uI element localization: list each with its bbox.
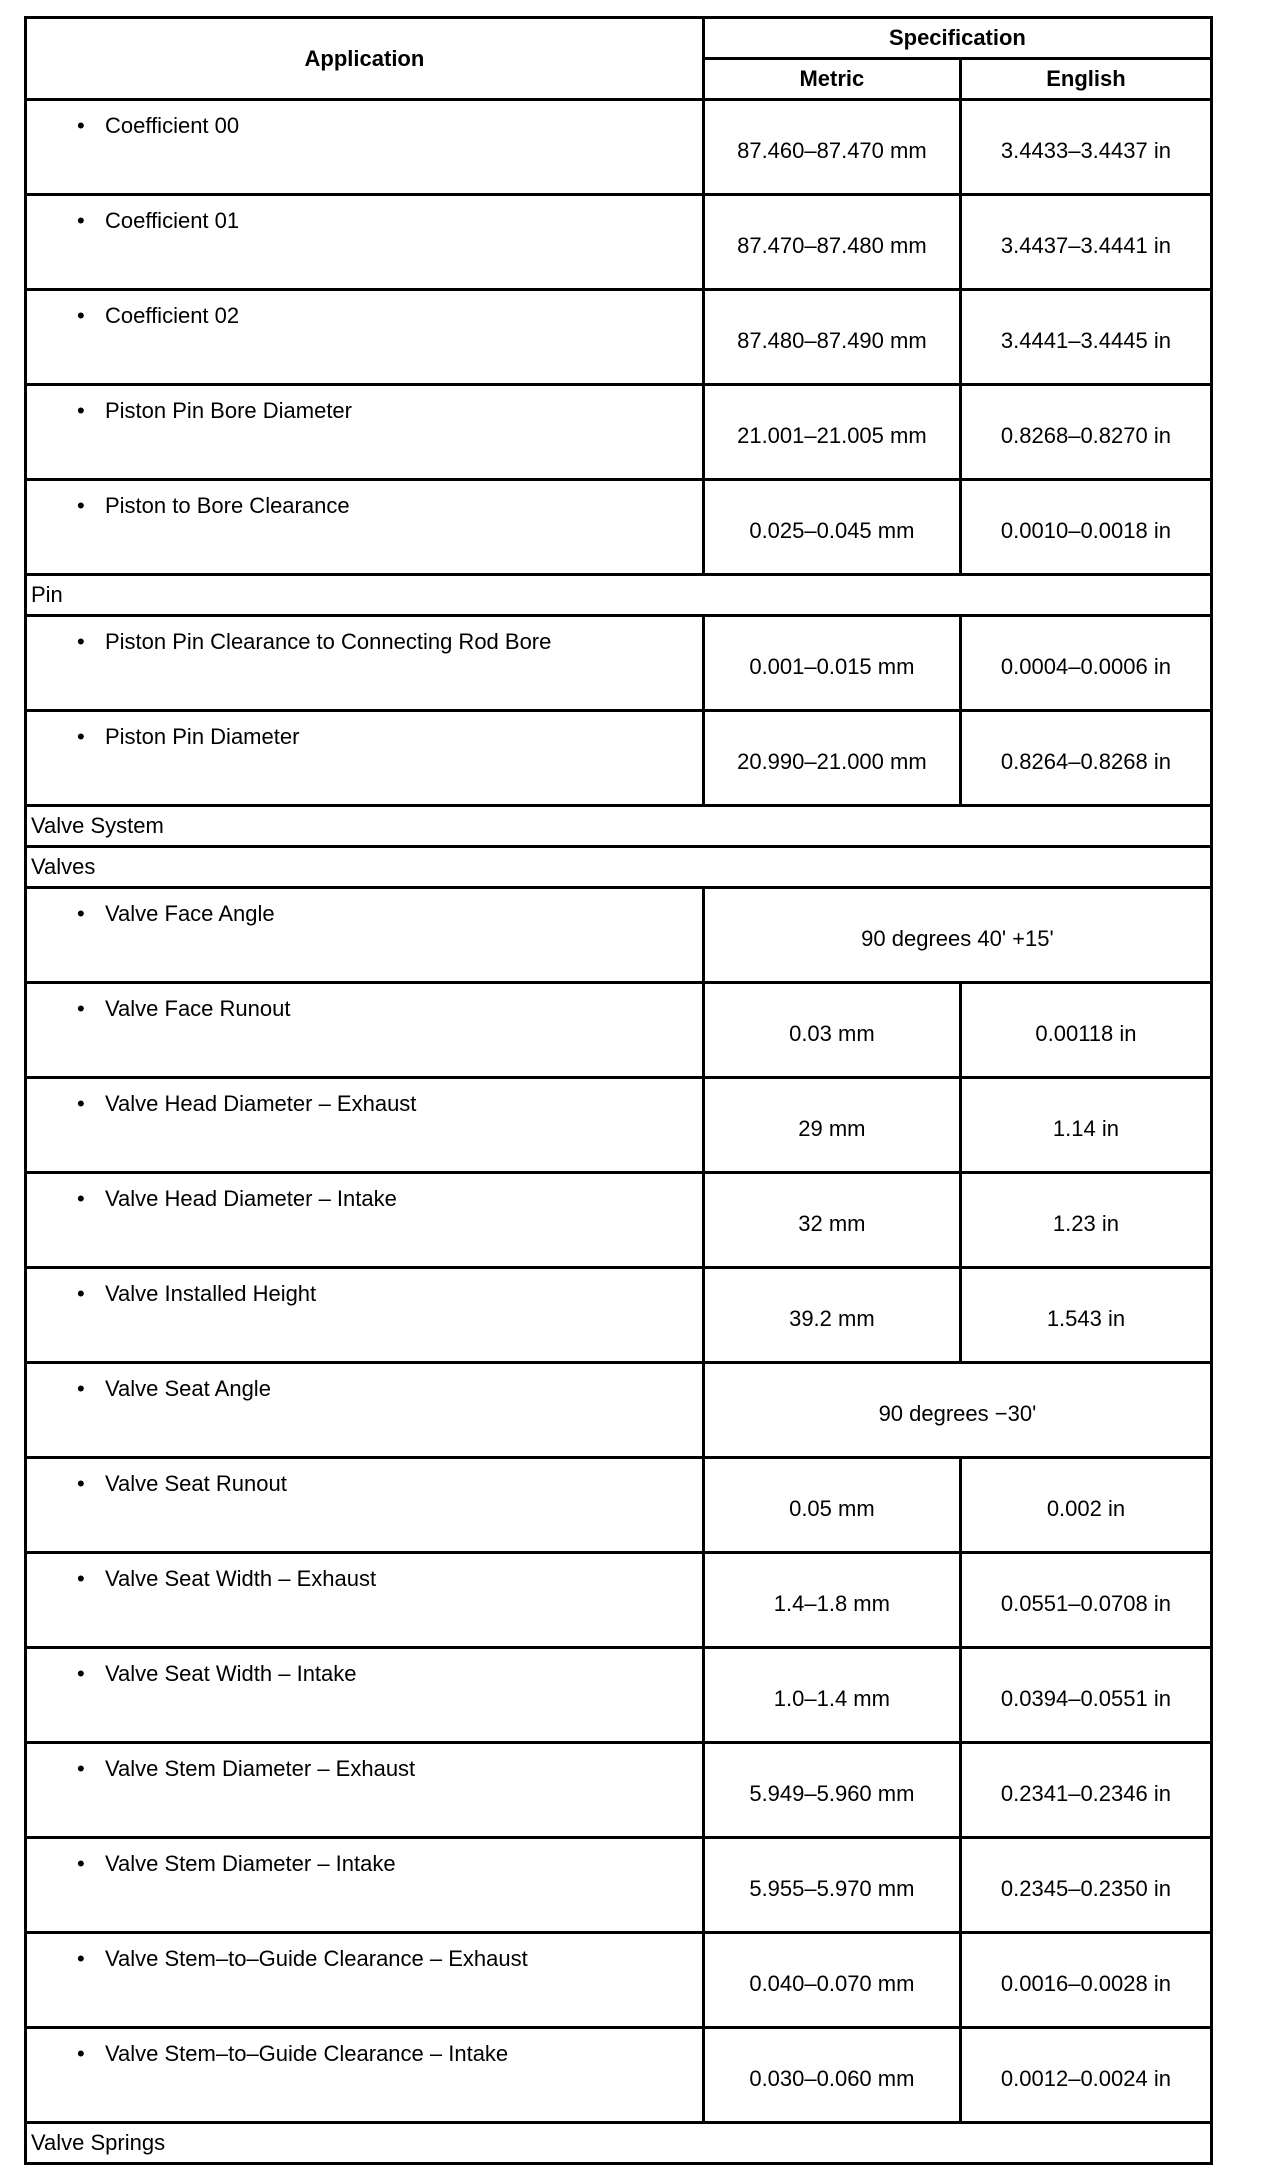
metric-value: 0.030–0.060 mm [703, 2028, 960, 2123]
application-label: Piston Pin Bore Diameter [105, 398, 352, 423]
metric-value: 32 mm [703, 1173, 960, 1268]
application-cell [26, 1648, 704, 1743]
bullet-icon: • [77, 724, 85, 749]
application-cell [26, 983, 704, 1078]
english-value: 0.002 in [960, 1458, 1211, 1553]
english-value: 1.23 in [960, 1173, 1211, 1268]
application-cell [26, 1363, 704, 1458]
bullet-icon: • [77, 1851, 85, 1876]
application-label: Coefficient 00 [105, 113, 240, 138]
table-row [26, 100, 1212, 195]
english-value: 0.8268–0.8270 in [960, 385, 1211, 480]
application-label: Valve Seat Angle [105, 1376, 271, 1401]
section-label: Valve Springs [26, 2123, 1212, 2164]
header-specification: Specification [703, 18, 1211, 59]
english-value: 1.543 in [960, 1268, 1211, 1363]
application-label: Coefficient 01 [105, 208, 240, 233]
metric-value: 39.2 mm [703, 1268, 960, 1363]
application-label: Valve Head Diameter – Exhaust [105, 1091, 417, 1116]
application-cell [26, 616, 704, 711]
specification-value: 90 degrees −30' [703, 1363, 1211, 1458]
specification-value: 90 degrees 40' +15' [703, 888, 1211, 983]
table-row [26, 1268, 1212, 1363]
english-value: 0.2345–0.2350 in [960, 1838, 1211, 1933]
english-value: 3.4433–3.4437 in [960, 100, 1211, 195]
application-label: Piston to Bore Clearance [105, 493, 350, 518]
metric-value: 87.460–87.470 mm [703, 100, 960, 195]
english-value: 0.0004–0.0006 in [960, 616, 1211, 711]
application-label: Valve Seat Width – Exhaust [105, 1566, 377, 1591]
metric-value: 20.990–21.000 mm [703, 711, 960, 806]
section-row [26, 575, 1212, 616]
english-value: 1.14 in [960, 1078, 1211, 1173]
bullet-icon: • [77, 629, 85, 654]
bullet-icon: • [77, 303, 85, 328]
metric-value: 0.040–0.070 mm [703, 1933, 960, 2028]
metric-value: 21.001–21.005 mm [703, 385, 960, 480]
table-row [26, 1363, 1212, 1458]
application-label: Valve Seat Width – Intake [105, 1661, 357, 1686]
table-row [26, 290, 1212, 385]
bullet-icon: • [77, 493, 85, 518]
header-metric: Metric [703, 59, 960, 100]
application-label: Valve Stem–to–Guide Clearance – Exhaust [105, 1946, 528, 1971]
table-row [26, 1648, 1212, 1743]
bullet-icon: • [77, 208, 85, 233]
application-cell [26, 290, 704, 385]
header-english: English [960, 59, 1211, 100]
application-label: Piston Pin Diameter [105, 724, 300, 749]
application-cell [26, 1838, 704, 1933]
section-row [26, 847, 1212, 888]
bullet-icon: • [77, 398, 85, 423]
table-body [26, 100, 1212, 2164]
bullet-icon: • [77, 1756, 85, 1781]
table-row [26, 1553, 1212, 1648]
metric-value: 5.949–5.960 mm [703, 1743, 960, 1838]
section-label: Pin [26, 575, 1212, 616]
bullet-icon: • [77, 1471, 85, 1496]
bullet-icon: • [77, 1091, 85, 1116]
application-label: Valve Stem Diameter – Exhaust [105, 1756, 416, 1781]
table-row [26, 385, 1212, 480]
table-row [26, 888, 1212, 983]
metric-value: 1.4–1.8 mm [703, 1553, 960, 1648]
metric-value: 87.470–87.480 mm [703, 195, 960, 290]
metric-value: 0.001–0.015 mm [703, 616, 960, 711]
table-row [26, 616, 1212, 711]
bullet-icon: • [77, 1946, 85, 1971]
application-cell [26, 1458, 704, 1553]
english-value: 0.0394–0.0551 in [960, 1648, 1211, 1743]
application-cell [26, 100, 704, 195]
application-cell [26, 888, 704, 983]
bullet-icon: • [77, 1281, 85, 1306]
table-row [26, 1838, 1212, 1933]
bullet-icon: • [77, 1186, 85, 1211]
application-cell [26, 480, 704, 575]
application-cell [26, 1553, 704, 1648]
application-cell [26, 2028, 704, 2123]
application-cell [26, 1078, 704, 1173]
bullet-icon: • [77, 113, 85, 138]
english-value: 0.0010–0.0018 in [960, 480, 1211, 575]
table-row [26, 1078, 1212, 1173]
application-label: Coefficient 02 [105, 303, 240, 328]
header-application: Application [26, 18, 704, 100]
application-label: Valve Installed Height [105, 1281, 317, 1306]
application-cell [26, 1268, 704, 1363]
bullet-icon: • [77, 996, 85, 1021]
metric-value: 0.025–0.045 mm [703, 480, 960, 575]
section-label: Valves [26, 847, 1212, 888]
english-value: 0.2341–0.2346 in [960, 1743, 1211, 1838]
english-value: 0.00118 in [960, 983, 1211, 1078]
section-row [26, 806, 1212, 847]
metric-value: 87.480–87.490 mm [703, 290, 960, 385]
specification-table [24, 16, 1213, 2165]
application-cell [26, 1173, 704, 1268]
application-cell [26, 385, 704, 480]
bullet-icon: • [77, 901, 85, 926]
table-row [26, 1173, 1212, 1268]
english-value: 0.0551–0.0708 in [960, 1553, 1211, 1648]
table-row [26, 1458, 1212, 1553]
metric-value: 29 mm [703, 1078, 960, 1173]
bullet-icon: • [77, 1566, 85, 1591]
section-label: Valve System [26, 806, 1212, 847]
application-cell [26, 195, 704, 290]
metric-value: 0.03 mm [703, 983, 960, 1078]
table-row [26, 983, 1212, 1078]
application-label: Valve Head Diameter – Intake [105, 1186, 397, 1211]
table-row [26, 2028, 1212, 2123]
metric-value: 1.0–1.4 mm [703, 1648, 960, 1743]
english-value: 0.0012–0.0024 in [960, 2028, 1211, 2123]
application-cell [26, 1933, 704, 2028]
application-label: Valve Face Angle [105, 901, 275, 926]
english-value: 3.4441–3.4445 in [960, 290, 1211, 385]
metric-value: 5.955–5.970 mm [703, 1838, 960, 1933]
english-value: 3.4437–3.4441 in [960, 195, 1211, 290]
table-row [26, 195, 1212, 290]
table-row [26, 480, 1212, 575]
bullet-icon: • [77, 1661, 85, 1686]
table-row [26, 711, 1212, 806]
application-label: Valve Seat Runout [105, 1471, 287, 1496]
application-label: Piston Pin Clearance to Connecting Rod Bore [105, 629, 552, 654]
section-row [26, 2123, 1212, 2164]
bullet-icon: • [77, 2041, 85, 2066]
application-cell [26, 711, 704, 806]
application-label: Valve Stem Diameter – Intake [105, 1851, 396, 1876]
application-cell [26, 1743, 704, 1838]
english-value: 0.0016–0.0028 in [960, 1933, 1211, 2028]
bullet-icon: • [77, 1376, 85, 1401]
table-row [26, 1933, 1212, 2028]
application-label: Valve Stem–to–Guide Clearance – Intake [105, 2041, 509, 2066]
english-value: 0.8264–0.8268 in [960, 711, 1211, 806]
table-row [26, 1743, 1212, 1838]
application-label: Valve Face Runout [105, 996, 291, 1021]
metric-value: 0.05 mm [703, 1458, 960, 1553]
